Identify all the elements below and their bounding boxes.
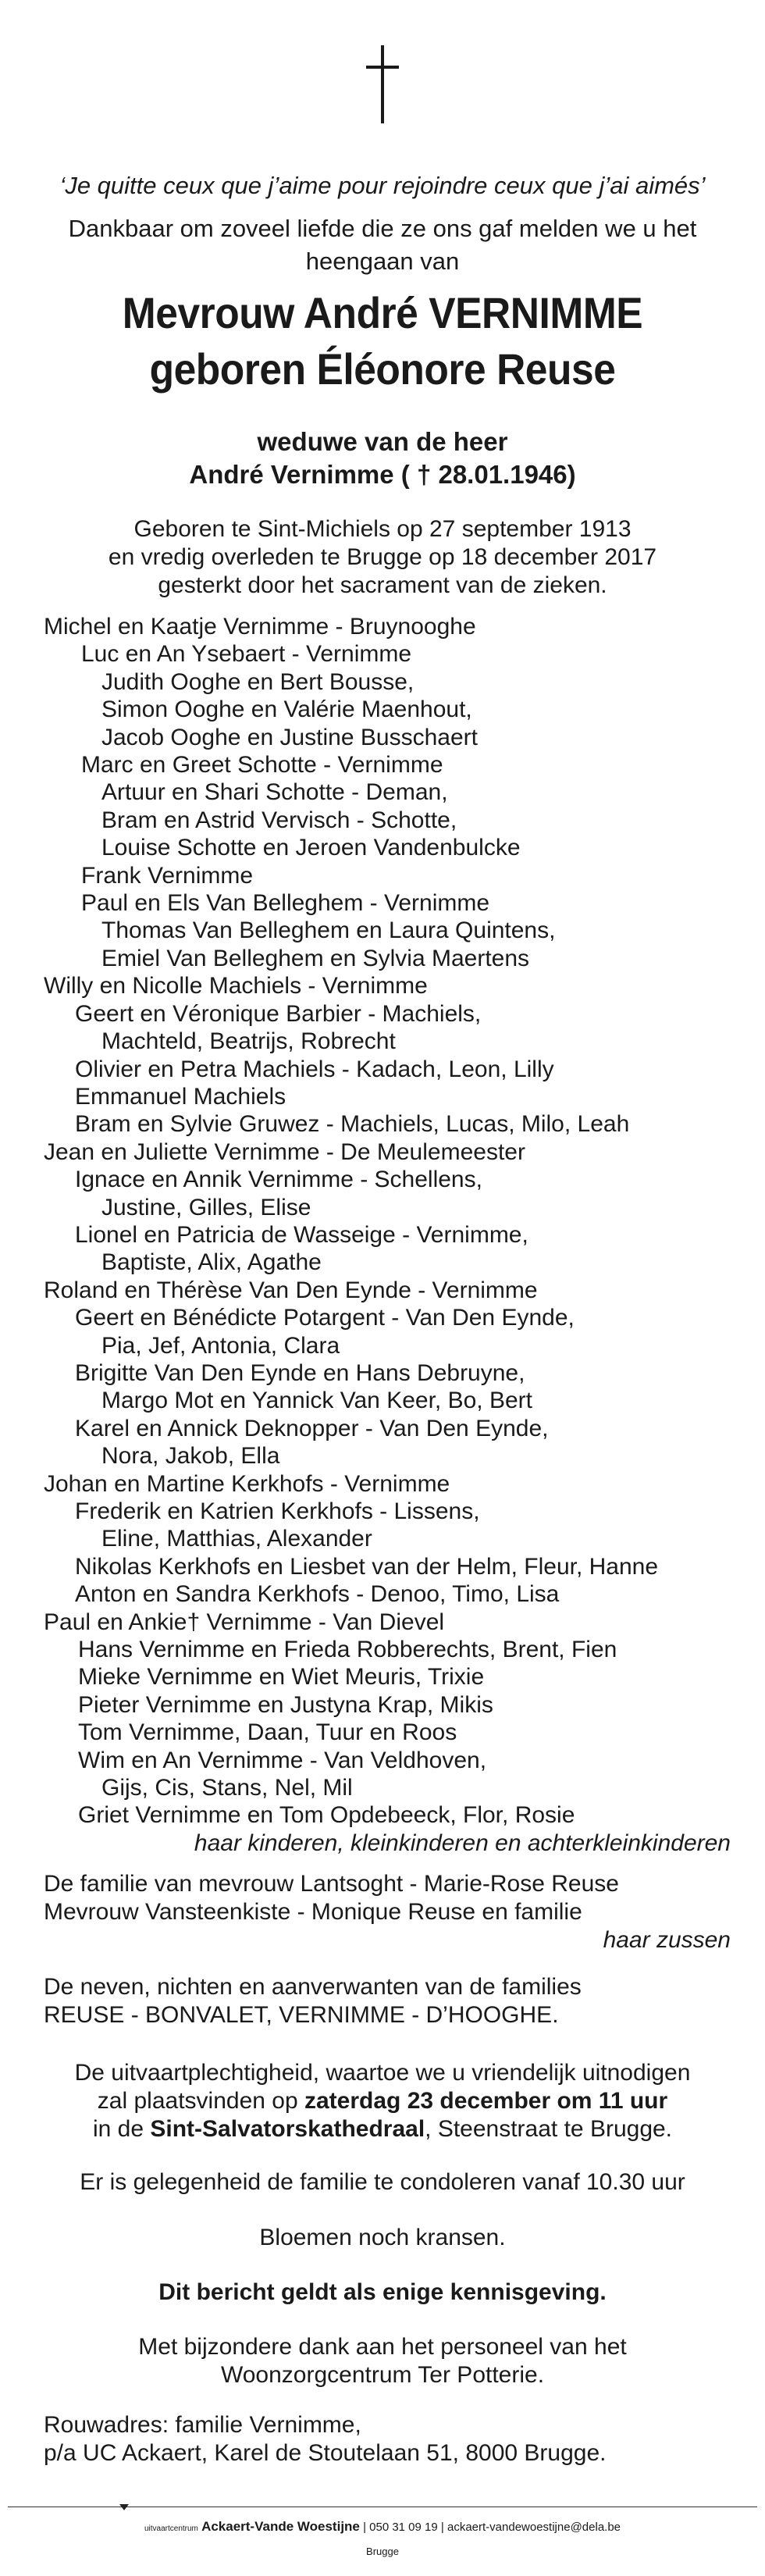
- relatives-line: De neven, nichten en aanverwanten van de families: [44, 1974, 582, 2000]
- family-list-item: Pia, Jef, Antonia, Clara: [101, 1332, 340, 1359]
- family-list-item: Emmanuel Machiels: [75, 1083, 286, 1110]
- family-list-item: Bram en Astrid Vervisch - Schotte,: [101, 807, 457, 833]
- sister-line: Mevrouw Vansteenkiste - Monique Reuse en familie: [44, 1899, 582, 1925]
- family-list-item: Olivier en Petra Machiels - Kadach, Leon, Lilly: [75, 1056, 554, 1082]
- birth-line: Geboren te Sint-Michiels op 27 september 1913: [133, 516, 632, 542]
- family-list-item: Geert en Véronique Barbier - Machiels,: [75, 1000, 482, 1027]
- life-details: [0, 515, 765, 600]
- sacrament-line: gesterkt door het sacrament van de zieken.: [158, 572, 607, 598]
- thanks-line: Woonzorgcentrum Ter Potterie.: [220, 2362, 545, 2388]
- family-list-item: Frederik en Katrien Kerkhofs - Lissens,: [75, 1498, 480, 1524]
- family-list-item: Emiel Van Belleghem en Sylvia Maertens: [101, 945, 530, 971]
- sisters-block: [44, 1870, 731, 1954]
- ceremony-place: Sint-Salvatorskathedraal: [150, 2116, 425, 2142]
- family-list-item: Luc en An Ysebaert - Vernimme: [81, 641, 412, 668]
- thanks-block: [0, 2333, 765, 2389]
- family-list-item: Machteld, Beatrijs, Robrecht: [101, 1028, 396, 1055]
- family-list-item: Simon Ooghe en Valérie Maenhout,: [101, 697, 472, 723]
- family-list-item: Geert en Bénédicte Potargent - Van Den Eynde,: [75, 1305, 575, 1331]
- family-list-item: Nora, Jakob, Ella: [101, 1443, 280, 1470]
- family-list-item: Frank Vernimme: [81, 862, 254, 889]
- sisters-caption: haar zussen: [603, 1927, 731, 1953]
- family-list-item: Louise Schotte en Jeroen Vandenbulcke: [101, 835, 521, 861]
- family-list-item: Gijs, Cis, Stans, Nel, Mil: [101, 1775, 353, 1801]
- late-husband-line: André Vernimme ( † 28.01.1946): [189, 460, 576, 489]
- family-list-item: Karel en Annick Deknopper - Van Den Eynde,: [75, 1415, 549, 1441]
- family-list-item: Michel en Kaatje Vernimme - Bruynooghe: [44, 614, 476, 640]
- thanks-line: Met bijzondere dank aan het personeel van het: [138, 2334, 627, 2360]
- family-list-item: Pieter Vernimme en Justyna Krap, Mikis: [78, 1691, 493, 1718]
- address-line: p/a UC Ackaert, Karel de Stoutelaan 51, 8000 Brugge.: [44, 2440, 607, 2466]
- widow-line: weduwe van de heer: [257, 427, 508, 456]
- family-list-item: Thomas Van Belleghem en Laura Quintens,: [101, 917, 556, 944]
- name-line: Mevrouw André VERNIMME: [122, 288, 643, 337]
- footer-brand: Ackaert-Vande Woestijne: [201, 2519, 360, 2534]
- family-list-item: Marc en Greet Schotte - Vernimme: [81, 752, 443, 779]
- family-list-item: Willy en Nicolle Machiels - Vernimme: [44, 973, 428, 999]
- intro-text: [0, 212, 765, 278]
- footer-email: ackaert-vandewoestijne@dela.be: [447, 2521, 621, 2534]
- cross-icon: [363, 45, 402, 123]
- address-block: [44, 2411, 731, 2467]
- ceremony-place-line: in de Sint-Salvatorskathedraal, Steenstraat te Brugge.: [92, 2116, 673, 2142]
- family-list-item: Hans Vernimme en Frieda Robberechts, Brent, Fien: [78, 1637, 617, 1663]
- family-list-item: Paul en Els Van Belleghem - Vernimme: [81, 890, 490, 917]
- family-list-item: Justine, Gilles, Elise: [101, 1194, 311, 1220]
- family-list-item: Griet Vernimme en Tom Opdebeeck, Flor, Rosie: [78, 1802, 575, 1829]
- family-list-item: Anton en Sandra Kerkhofs - Denoo, Timo, Lisa: [75, 1581, 560, 1608]
- opening-quote: ‘Je quitte ceux que j’aime pour rejoindre ceux que j’ai aimés’: [59, 172, 706, 199]
- relatives-line: REUSE - BONVALET, VERNIMME - D’HOOGHE.: [44, 2002, 559, 2028]
- family-list-item: Judith Ooghe en Bert Bousse,: [101, 668, 415, 695]
- maiden-name-line: geboren Éléonore Reuse: [149, 344, 616, 394]
- family-list-item: Baptiste, Alix, Agathe: [101, 1249, 322, 1276]
- ceremony-date: zaterdag 23 december om 11 uur: [304, 2088, 668, 2114]
- family-list-item: Brigitte Van Den Eynde en Hans Debruyne,: [75, 1359, 525, 1386]
- family-list-item: Johan en Martine Kerkhofs - Vernimme: [44, 1470, 450, 1497]
- ceremony-block: [0, 2059, 765, 2143]
- footer-separator: |: [440, 2521, 444, 2534]
- address-line: Rouwadres: familie Vernimme,: [44, 2412, 361, 2438]
- family-list-item: Nikolas Kerkhofs en Liesbet van der Helm, Fleur, Hanne: [75, 1553, 659, 1580]
- family-list-item: Tom Vernimme, Daan, Tuur en Roos: [78, 1719, 457, 1746]
- footer-prefix: uitvaartcentrum: [144, 2524, 198, 2533]
- family-list-item: Eline, Matthias, Alexander: [101, 1526, 372, 1552]
- family-list-item: Ignace en Annik Vernimme - Schellens,: [75, 1167, 482, 1193]
- family-list-item: Paul en Ankie† Vernimme - Van Dievel: [44, 1609, 445, 1635]
- notice-text: Dit bericht geldt als enige kennisgeving.: [158, 2279, 607, 2305]
- family-list-item: Jacob Ooghe en Justine Busschaert: [101, 724, 478, 750]
- ceremony-date-line: zal plaatsvinden op zaterdag 23 december om 11 uur: [97, 2088, 668, 2114]
- family-list-item: Artuur en Shari Schotte - Deman,: [101, 779, 448, 806]
- triangle-marker-icon: [119, 2504, 129, 2510]
- intro-line: Dankbaar om zoveel liefde die ze ons gaf melden we u het: [68, 215, 697, 242]
- family-list-item: Bram en Sylvie Gruwez - Machiels, Lucas, Milo, Leah: [75, 1111, 630, 1138]
- death-line: en vredig overleden te Brugge op 18 december 2017: [108, 544, 657, 570]
- ceremony-line: De uitvaartplechtigheid, waartoe we u vriendelijk uitnodigen: [74, 2060, 691, 2086]
- footer-city: Brugge: [366, 2546, 399, 2557]
- family-list-item: Jean en Juliette Vernimme - De Meulemeester: [44, 1138, 525, 1165]
- family-list-item: Wim en An Vernimme - Van Veldhoven,: [78, 1747, 487, 1773]
- family-list-item: Roland en Thérèse Van Den Eynde - Vernimme: [44, 1277, 538, 1303]
- family-list-item: Lionel en Patricia de Wasseige - Vernimme,: [75, 1221, 528, 1248]
- family-caption: haar kinderen, kleinkinderen en achterkleinkinderen: [194, 1830, 731, 1856]
- widow-of: [0, 426, 765, 491]
- flowers-text: Bloemen noch kransen.: [259, 2225, 506, 2250]
- condolence-text: Er is gelegenheid de familie te condoleren vanaf 10.30 uur: [80, 2169, 685, 2195]
- sister-line: De familie van mevrouw Lantsoght - Marie-Rose Reuse: [44, 1871, 619, 1897]
- footer-phone: 050 31 09 19: [369, 2521, 438, 2534]
- family-list-item: Margo Mot en Yannick Van Keer, Bo, Bert: [101, 1388, 532, 1414]
- funeral-home-footer: [0, 2519, 765, 2535]
- intro-line: heengaan van: [305, 248, 460, 275]
- relatives-block: [44, 1973, 731, 2029]
- footer-separator: |: [363, 2521, 366, 2534]
- family-list: [44, 613, 731, 1857]
- family-list-item: Mieke Vernimme en Wiet Meuris, Trixie: [78, 1664, 485, 1691]
- deceased-name: [30, 285, 735, 397]
